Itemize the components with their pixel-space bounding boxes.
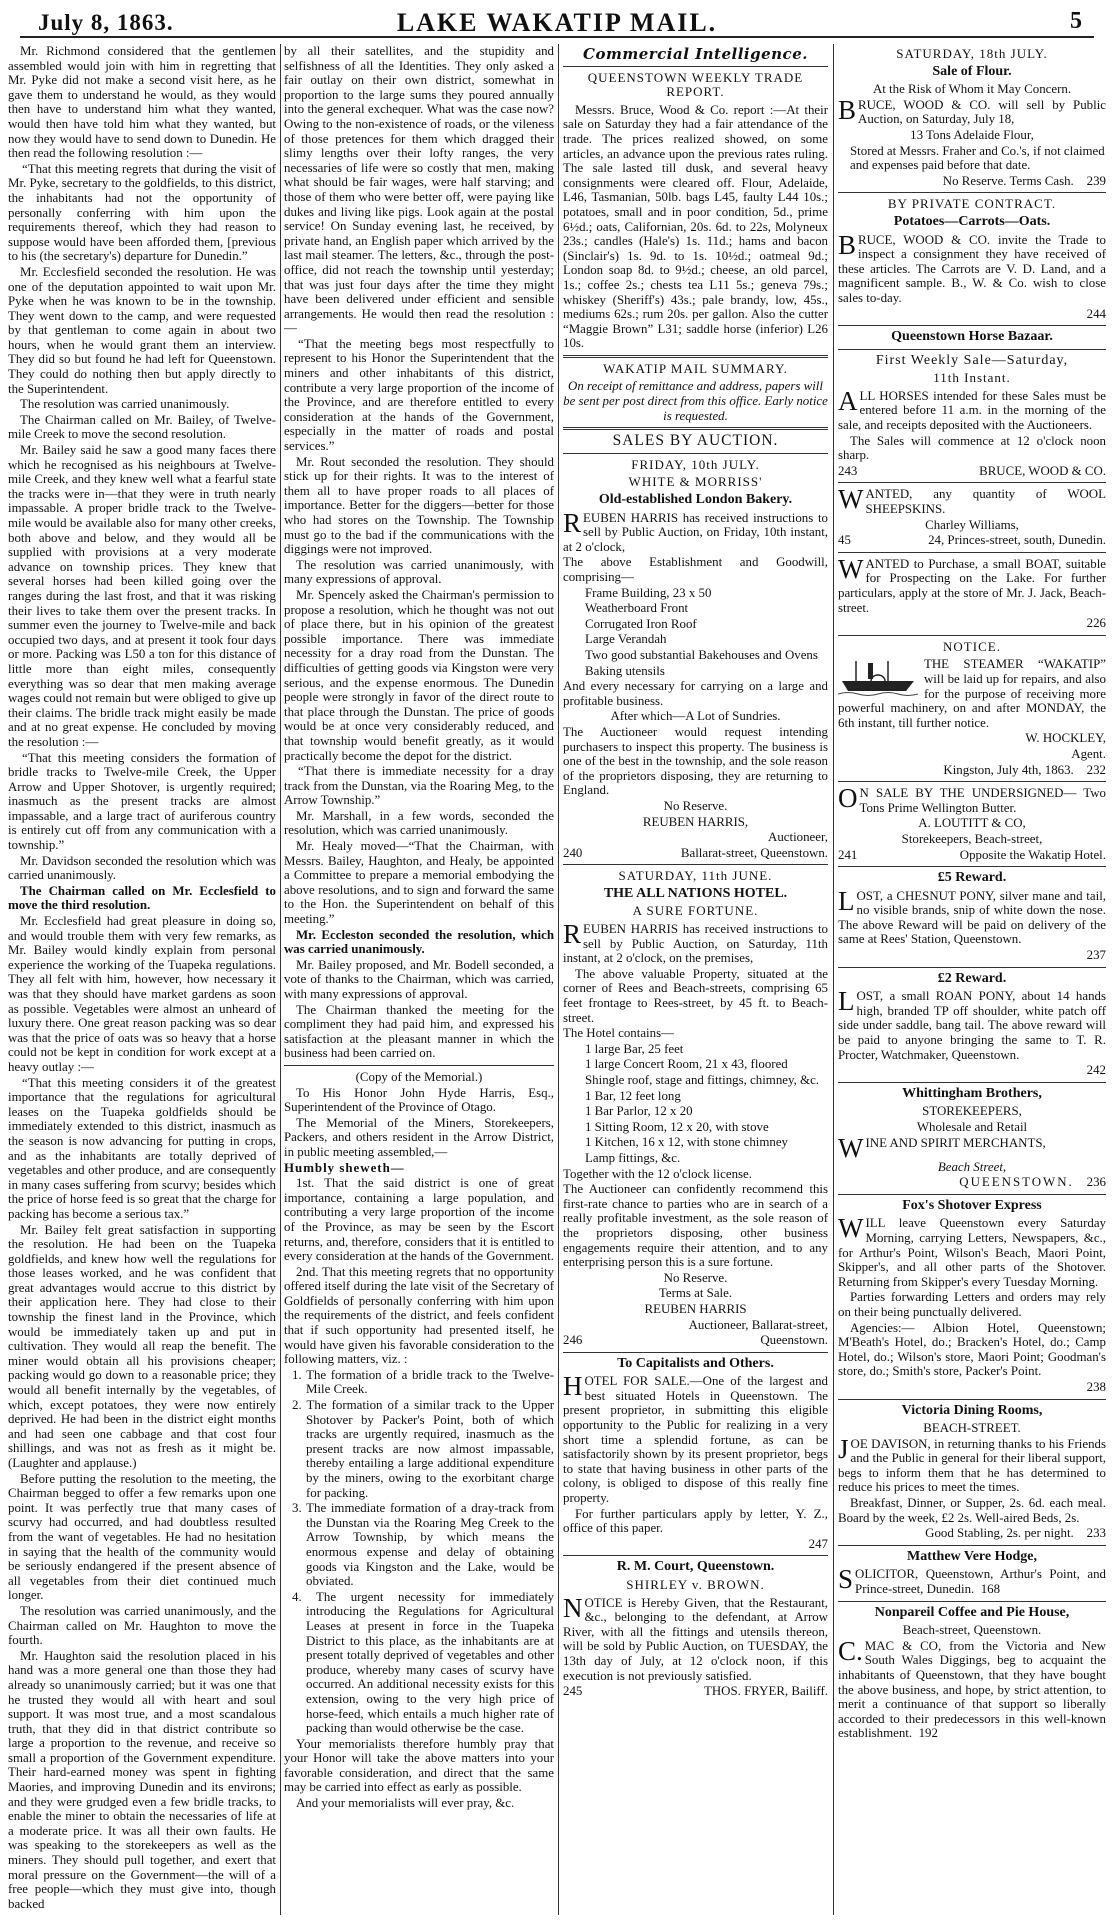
- agent-name: W. HOCKLEY,: [1025, 731, 1106, 746]
- bakery-item: Weatherboard Front: [585, 601, 689, 616]
- ad-text: Wholesale and Retail: [916, 1120, 1028, 1134]
- court-notice: [563, 1592, 828, 1699]
- ad-number: 243: [838, 463, 858, 478]
- memorial-item: 1. The formation of a bridle track to the Twelve-Mile Creek.: [292, 1367, 554, 1397]
- ad-text: OLICITOR, Queenstown, Arthur's Point, and Prince-street, Dunedin.: [855, 1567, 1106, 1597]
- memorial-final: And your memorialists will ever pray, &c.: [296, 1796, 515, 1811]
- drop-cap: L: [838, 986, 855, 1017]
- firm-trade: Storekeepers, Beach-street,: [901, 831, 1043, 846]
- drop-cap: W: [838, 553, 864, 584]
- ad-text: INE AND SPIRIT MERCHANTS,: [865, 1135, 1046, 1150]
- resolution-quote: “That this meeting considers the formation of bridle tracks to Twelve-mile Creek, the Upper Arrow and Upper Shotover, is urgently required; inasmuch as the present tracks are almost impassable, and a large tract of auriferous country is entirely cut off from any communication with a township.”: [8, 750, 276, 853]
- bakery-item: Frame Building, 23 x 50: [585, 585, 712, 600]
- ad-number: 239: [1086, 173, 1106, 188]
- steamer-icon: [838, 659, 918, 699]
- divider: [563, 453, 828, 454]
- resolution-quote: “That the meeting begs most respectfully to represent to his Honor the Superintendent that the miners and other inhabitants of this district, contribute a very large proportion of the income of the Province, and are therefore entitled to every consideration at the hands of the Government, especially in the matter of roads and postal services.”: [284, 336, 554, 454]
- notice-date: Kingston, July 4th, 1863.: [943, 762, 1074, 777]
- whittingham-heading: Whittingham Brothers,: [902, 1085, 1042, 1101]
- horses-ad: [838, 385, 1106, 479]
- ad-text: STOREKEEPERS,: [922, 1104, 1022, 1119]
- paragraph: Mr. Eccleston seconded the resolution, which was carried unanimously.: [284, 927, 554, 957]
- resolution-quote: “That there is immediate necessity for a dray track from the Dunstan, via the Roaring Meg, to the Arrow Township.”: [284, 764, 554, 808]
- case-name: SHIRLEY v. BROWN.: [626, 1577, 765, 1592]
- ad-text: Agencies:— Albion Hotel, Queenstown; M'Beath's Hotel, do.; Bracken's Hotel, do.; Camp Hotel, do.; Wilson's store, Maori Point; Goodman's store, do.; Smith's store, Packer's Point.: [838, 1320, 1106, 1379]
- ad-text: MAC & CO, from the Victoria and New South Wales Diggings, beg to acquaint the inhabitants of Queenstown, that they have bought the above business, and hope, by strict attention, to merit a continuance of that support so liberally accorded to their predecessors in this well-known establishment.: [838, 1638, 1106, 1741]
- ad-text: And every necessary for carrying on a large and profitable business.: [563, 679, 828, 708]
- hotel-for-sale-ad: [563, 1371, 828, 1551]
- court-heading: R. M. Court, Queenstown.: [616, 1559, 775, 1575]
- hotel-item: 1 Bar Parlor, 12 x 20: [585, 1104, 693, 1119]
- divider: [563, 1352, 828, 1353]
- nonpareil-heading: Nonpareil Coffee and Pie House,: [874, 1604, 1070, 1620]
- ad-number: 232: [1086, 762, 1106, 777]
- ad-number: 247: [808, 1536, 828, 1551]
- drop-cap: O: [838, 783, 858, 814]
- ad-number: 240: [563, 845, 583, 860]
- victoria-heading: Victoria Dining Rooms,: [901, 1402, 1043, 1418]
- hotel-subheading: A SURE FORTUNE.: [632, 903, 759, 919]
- hotel-item: 1 large Bar, 25 feet: [585, 1041, 684, 1056]
- page-number: 5: [1070, 8, 1082, 34]
- paragraph: The resolution was carried unanimously.: [20, 397, 230, 412]
- divider: [284, 1065, 554, 1066]
- wool-wanted-ad: [838, 484, 1106, 548]
- drop-cap: J: [838, 1433, 849, 1464]
- memorial-heading: (Copy of the Memorial.): [355, 1069, 483, 1084]
- firm-name: A. LOUTITT & CO,: [918, 816, 1026, 831]
- ad-text: Beach Street,: [937, 1159, 1007, 1174]
- drop-cap: R: [563, 507, 582, 538]
- divider: [838, 967, 1106, 968]
- horse-bazaar-heading: Queenstown Horse Bazaar.: [891, 329, 1053, 345]
- ad-number: 168: [980, 1582, 1001, 1597]
- drop-cap: H: [563, 1371, 583, 1402]
- ad-text: ANTED, any quantity of WOOL SHEEPSKINS.: [865, 487, 1106, 517]
- column-rule: [558, 44, 559, 1915]
- paragraph: Mr. Marshall, in a few words, seconded the resolution, which was carried unanimously.: [284, 808, 554, 838]
- fox-express-ad: [838, 1213, 1106, 1394]
- ad-text: QUEENSTOWN.: [959, 1175, 1074, 1190]
- trade-report-heading: QUEENSTOWN WEEKLY TRADE REPORT.: [587, 69, 804, 100]
- hotel-item: 1 Sitting Room, 12 x 20, with stove: [585, 1119, 769, 1134]
- lost-pony-ad: [838, 885, 1106, 963]
- divider: [563, 1555, 828, 1556]
- memorial-item: 3. The immediate formation of a dray-track from the Dunstan via the Roaring Meg Creek to the Arrow Township, by which means the enormous expense and delay of obtaining goods via Kingston and the Lake, would be obviated.: [292, 1501, 554, 1589]
- wine-merchants-ad: [838, 1104, 1106, 1189]
- divider: [838, 482, 1106, 483]
- dining-rooms-ad: [838, 1433, 1106, 1541]
- hotel-item: Lamp fittings, &c.: [585, 1150, 681, 1165]
- paragraph: Mr. Ecclesfield had great pleasure in doing so, and would trouble them with very few remarks, as Mr. Bailey would kindly explain from personal experience the working of the Tuapeka regulations. They all felt with him, however, how necessary it was that they should have market gardens as soon as possible. Vegetables were almost an unheard of luxury there. One great reason packing was so dear was that the price of oats was so heavy that a horse could not be kept in condition for work except at a heavy outlay :—: [8, 914, 276, 1074]
- divider: [563, 66, 828, 67]
- divider: [838, 1601, 1106, 1602]
- memorial-from: The Memorial of the Miners, Storekeepers, Packers, and others resident in the Arrow District, in public meeting assembled,—: [284, 1115, 554, 1159]
- ad-text: No Reserve.: [663, 1270, 728, 1285]
- drop-cap: W: [838, 1213, 864, 1244]
- ad-text: OST, a CHESNUT PONY, silver mane and tail, no visible brands, snip of white down the nose. The above Reward will be paid on delivery of the same at Rees' Station, Queenstown.: [838, 888, 1106, 947]
- bakery-item: Corrugated Iron Roof: [585, 616, 697, 631]
- auction-date: FRIDAY, 10th JULY.: [631, 456, 760, 472]
- bailiff-name: THOS. FRYER, Bailiff.: [703, 1684, 828, 1699]
- paragraph: The Chairman called on Mr. Ecclesfield to move the third resolution.: [8, 883, 276, 913]
- ad-number: 246: [563, 1333, 583, 1348]
- hotel-heading: THE ALL NATIONS HOTEL.: [603, 885, 788, 901]
- auctioneer-town: Queenstown.: [760, 1333, 828, 1348]
- ad-number: 238: [1086, 1379, 1106, 1394]
- paragraph: Mr. Ecclesfield seconded the resolution. He was one of the deputation appointed to wait upon Mr. Pyke when he was known to be in the township. They went down to the camp, and were requested by that gentleman to come again in about two hours, when he would grant them an interview. They did so but found he had left for Queenstown. They could do nothing then but apply directly to the Superintendent.: [8, 264, 276, 396]
- ad-text: Terms at Sale.: [658, 1286, 733, 1301]
- paragraph: The Chairman called on Mr. Bailey, of Twelve-mile Creek to move the second resolution.: [8, 412, 276, 442]
- ad-number: 45: [838, 533, 851, 548]
- firm-address: Opposite the Wakatip Hotel.: [959, 847, 1106, 862]
- bakery-heading: Old-established London Bakery.: [598, 492, 793, 508]
- ad-text: No Reserve. Terms Cash.: [942, 173, 1074, 188]
- ad-text: Breakfast, Dinner, or Supper, 2s. 6d. each meal. Board by the week, £2 2s. Well-aired Beds, 2s.: [838, 1496, 1106, 1525]
- memorial-item: 4. The urgent necessity for immediately introducing the Regulations for Agricultural Leases at present in force in the Tuapeka District to this place, as the inhabitants are at present totally deprived of vegetables and other produce, whereby many cases of scurvy have occurred. An additional necessity exists for this extension, owing to the very high price of horse-feed, which entails a much higher rate of packing than would otherwise be the case.: [292, 1589, 554, 1736]
- trade-report-body: Messrs. Bruce, Wood & Co. report :—At their sale on Saturday they had a fair attendance of the trade. The prices realized showed, on some articles, an advance upon the previous rates ruling. The sale lasted till dusk, and several heavy consignments were cleared off. Flour, Adelaide, L46, Tasmanian, 50lb. bags L45, faulty L44 10s.; potatoes, small and in poor condition, 5d., prime 6½d.; oats, Californian, 20s. 6d. to 22s, Molyneux 23s.; candles (Hale's) 1s. 11d.; hams and bacon (Sinclair's) 1s. 9d. to 1s. 10½d.; oatmeal 9d.; London soap 8d. to 9½d.; cheese, an old parcel, 1s.; coffee 2s.; chests tea L11 5s.; geneva 79s.; whiskey (Sheriff's) 43s.; pale brandy, low, 45s., mediums 62s.; rum 20s. per gallon. Also the cutter “Maggie Brown” L31; saddle horse (inferior) L26 10s.: [563, 102, 828, 351]
- ad-text: For further particulars apply by letter, Y. Z., office of this paper.: [563, 1506, 828, 1536]
- resolution-quote: “That this meeting considers it of the greatest importance that the regulations for agricultural leases on the Tuapeka goldfields should be immediately extended to this district, inasmuch as the season is now advancing for putting in crops, and as the inhabitants are totally deprived of vegetables and other produce, and are consequently in many cases suffering from scurvy; besides which the price of horse feed is so great that the charge for packing has become a serious tax.”: [8, 1075, 276, 1221]
- column-3-commercial: [563, 44, 828, 1915]
- ad-text: OST, a small ROAN PONY, about 14 hands high, branded TP off shoulder, white patch off side under saddle, bang tail. The above reward will be paid to anyone bringing the same to T. R. Procter, Watchmaker, Queenstown.: [838, 989, 1106, 1062]
- ad-text: Beach-street, Queenstown.: [902, 1623, 1042, 1638]
- ad-number: 236: [1086, 1175, 1106, 1190]
- auction-date: SATURDAY, 11th JUNE.: [618, 868, 773, 884]
- divider: [838, 552, 1106, 553]
- ad-text: OTEL FOR SALE.—One of the largest and best situated Hotels in Queenstown. The present proprietor, in submitting this eligible opportunity to the Public for realizing in a very short time a splendid fortune, as can be satisfactorily shown by its present proprietor, begs to state that having business in other parts of the colony, is obliged to dispose of this really fine property.: [563, 1374, 828, 1506]
- paragraph: The resolution was carried unanimously, with many expressions of approval.: [284, 557, 554, 587]
- hotel-ad: [563, 919, 828, 1348]
- paragraph: by all their satellites, and the stupidity and selfishness of all the Identities. They only asked a fair outlay on their own district, somewhat in proportion to the large sums they poured annually into the general exchequer. What was the case now? Owing to the non-existence of roads, or the vileness of those pretences for them which dragged their slimy lengths over their lofty ranges, the very necessaries of life were so costly that men, making what should be fair wages, were half starving; and those of them who were better off, were paying like dukes and living like pigs. Look again at the postal service! On Sunday evening last, he received, by private hand, an English paper which arrived by the last mail steamer. The letters, &c., through the post-office, did not reach the township until yesterday; that was just four days after the time they might have been delivered under efficient and sensible arrangements. He would then read the resolution :—: [284, 44, 554, 336]
- capitalists-heading: To Capitalists and Others.: [617, 1355, 774, 1371]
- divider: [838, 1194, 1106, 1195]
- auctioneer-role: Auctioneer,: [768, 830, 828, 845]
- flour-ad: [838, 94, 1106, 189]
- drop-cap: W: [838, 484, 864, 515]
- humbly-sheweth: Humbly sheweth—: [284, 1160, 405, 1175]
- divider: [838, 349, 1106, 350]
- column-rule: [280, 44, 281, 1915]
- drop-cap: W: [838, 1132, 864, 1163]
- divider: [838, 781, 1106, 782]
- advertiser-name: Charley Williams,: [925, 517, 1019, 532]
- advertiser-address: 24, Princes-street, south, Dunedin.: [928, 533, 1106, 548]
- ad-number: 226: [1086, 616, 1106, 631]
- ad-text: OE DAVISON, in returning thanks to his Friends and the Public in general for their liberal support, begs to inform them that he has determined to reduce his prices to meet the times.: [838, 1436, 1106, 1495]
- memorial-first: 1st. That the said district is one of great importance, containing a large population, and contributing a very large proportion of the income of the Province, as may be seen by the Escort returns, and, therefore, considers that it is entitled to every consideration at the hands of the Government.: [284, 1176, 554, 1264]
- ad-text: The Auctioneer would request intending purchasers to inspect this property. The business is one of the best in the township, and the sole reason of the proprietors disposing, they are returning to England.: [563, 724, 828, 798]
- ad-text: After which—A Lot of Sundries.: [610, 709, 781, 724]
- bakery-item: Large Verandah: [585, 632, 667, 647]
- ad-text: THE STEAMER “WAKATIP” will be laid up for repairs, and also for the purpose of receiving more powerful machinery, on and after MONDAY, the 6th instant, till further notice.: [838, 657, 1106, 730]
- ad-text: ANTED to Purchase, a small BOAT, suitable for Prospecting on the Lake. For further particulars, apply at the store of Mr. J. Jack, Beach-street.: [838, 556, 1106, 615]
- ad-text: Parties forwarding Letters and orders may rely on their being punctually delivered.: [838, 1290, 1106, 1319]
- summary-heading: WAKATIP MAIL SUMMARY.: [603, 360, 788, 376]
- divider: [838, 866, 1106, 867]
- divider: [838, 1082, 1106, 1083]
- divider: [563, 427, 828, 430]
- memorial-item: 2. The formation of a similar track to the Upper Shotover by Packer's Point, both of which tracks are urgently required, inasmuch as the present tracks are now almost impassable, thereby entailing a large additional expenditure by the miners, owing to the exorbitant charge for packing.: [292, 1398, 554, 1500]
- divider: [563, 864, 828, 865]
- divider: [838, 192, 1106, 193]
- weekly-sale-date: 11th Instant.: [933, 370, 1011, 386]
- hotel-item: Shingle roof, stage and fittings, chimney, &c.: [585, 1073, 820, 1087]
- ad-number: 192: [918, 1726, 938, 1741]
- paragraph: Mr. Bailey proposed, and Mr. Bodell seconded, a vote of thanks to the Chairman, which was carried, with many expressions of approval.: [284, 957, 554, 1001]
- ad-text: LL HORSES intended for these Sales must be entered before 11 a.m. in the morning of the sale, and receipts deposited with the Auctioneers.: [838, 388, 1106, 433]
- ad-text: Good Stabling, 2s. per night.: [925, 1526, 1074, 1541]
- column-rule: [833, 44, 834, 1915]
- paragraph: Mr. Rout seconded the resolution. They should stick up for their rights. It was to the interest of them all to have proper roads to all places of importance. Better for the diggers—better for those who had stores on the Township. The Township must go to the bad if the communications with the diggings were not improved.: [284, 454, 554, 557]
- auctioneer-address: Auctioneer, Ballarat-street,: [688, 1317, 828, 1332]
- bakery-ad: [563, 507, 828, 861]
- auctioneer-name: REUBEN HARRIS,: [642, 814, 749, 829]
- summary-body: On receipt of remittance and address, papers will be sent per post direct from this office. Early notice is requested.: [563, 379, 828, 423]
- hodge-heading: Matthew Vere Hodge,: [907, 1548, 1037, 1564]
- column-2-meeting-report: [284, 44, 554, 1915]
- drop-cap: R: [563, 919, 582, 950]
- divider: [838, 1399, 1106, 1400]
- resolution-quote: “That this meeting regrets that during the visit of Mr. Pyke, secretary to the goldfields, to this district, the inhabitants had not the opportunity of personally conferring with him upon the requirements thereof, which they had reason to suppose would have been afforded them, [previous to his (the secretary's) departure for Dunedin.”: [8, 161, 276, 264]
- column-4-advertisements: [838, 44, 1106, 1915]
- ad-text: RUCE, WOOD & CO. invite the Trade to inspect a consignment they have received of these articles. The Carrots are V. D. Land, and a magnificent sample. B., W. & Co. wish to close sales to-day.: [838, 232, 1106, 305]
- potatoes-heading: Potatoes—Carrots—Oats.: [893, 213, 1051, 229]
- newspaper-title: LAKE WAKATIP MAIL.: [396, 8, 718, 37]
- column-1-meeting-report: [8, 44, 276, 1915]
- paragraph: Mr. Bailey said he saw a good many faces there which he recognised as his neighbours at Twelve-mile Creek, and they knew well what a fearful state the tracks were in—that they were in truth nearly impassable. A proper bridle track to the Twelve-mile would be available also for many other creeks, both above and below, and they would all be supplied with provisions at a very moderate advance on township prices. They knew that several horses had been killed going over the ranges during the last frost, and that it was risking their lives to take them over the present tracks. In summer even the journey to Twelve-mile and back occupied two days, and at present it took four days or more. Packing was L50 a ton for this distance of little more than eight miles, consequently everything was so dear that men making average wages could not remain but were obliged to give up their claims. The bridle track might easily be made and at no great expense. He concluded by moving the resolution :—: [8, 443, 276, 749]
- drop-cap: B: [838, 94, 857, 125]
- paragraph: The resolution was carried unanimously, and the Chairman called on Mr. Haughton to move the fourth.: [8, 1603, 276, 1648]
- auctioneer-name: REUBEN HARRIS: [644, 1301, 747, 1316]
- solicitor-ad: [838, 1564, 1106, 1597]
- firm-name: BRUCE, WOOD & CO.: [979, 463, 1106, 478]
- steamer-notice: [838, 657, 1106, 777]
- lost-roan-pony-ad: [838, 986, 1106, 1078]
- paragraph: Mr. Davidson seconded the resolution which was carried unanimously.: [8, 853, 276, 883]
- ad-number: 245: [563, 1684, 583, 1699]
- drop-cap: C.: [838, 1635, 863, 1666]
- ad-text: N SALE BY THE UNDERSIGNED— Two Tons Prime Wellington Butter.: [859, 786, 1106, 815]
- sale-date: SATURDAY, 18th JULY.: [896, 46, 1048, 61]
- ad-number: 237: [1086, 948, 1106, 963]
- hotel-item: 1 large Concert Room, 21 x 43, floored: [585, 1057, 788, 1072]
- ad-number: 242: [1086, 1063, 1106, 1078]
- coffee-house-ad: [838, 1635, 1106, 1741]
- bakery-item: Two good substantial Bakehouses and Ovens: [585, 647, 818, 662]
- bakery-item: Baking utensils: [585, 663, 665, 678]
- ad-number: 241: [838, 847, 858, 862]
- ad-text: The above valuable Property, situated at the corner of Rees and Beach-streets, comprising 65 feet frontage to Rees-street, by 45 ft. to Beach-street.: [563, 966, 828, 1025]
- ad-text: The Hotel contains—: [563, 1026, 674, 1041]
- ad-text: No Reserve.: [663, 798, 728, 813]
- ad-text: ILL leave Queenstown every Saturday Morning, carrying Letters, Newspapers, &c., for Arthur's Point, Wilson's Beach, Maori Point, Skipper's, and all other parts of the Shotover. Returning from Skipper's every Tuesday Morning.: [838, 1216, 1106, 1289]
- ad-text: The Sales will commence at 12 o'clock noon sharp.: [838, 433, 1106, 463]
- ad-text: 13 Tons Adelaide Flour,: [910, 127, 1034, 142]
- auctioneer-address: Ballarat-street, Queenstown.: [680, 845, 828, 860]
- paragraph: Mr. Spencely asked the Chairman's permission to propose a resolution, which he thought was not out of place there, but in his opinion of the greatest possible importance. There was immediate necessity for a dray road from the Dunstan. The difficulties of getting goods via Kingston were very serious, and the expense enormous. The Dunedin people were strongly in favor of the direct route to that place through the Dunstan. The price of goods would be at once very considerably reduced, and that township would benefit greatly, as it would practically become the depot for the district.: [284, 587, 554, 763]
- ad-text: BEACH-STREET.: [923, 1421, 1021, 1436]
- reward-heading: £5 Reward.: [937, 870, 1007, 886]
- hotel-item: 1 Kitchen, 16 x 12, with stone chimney: [585, 1135, 788, 1150]
- reward-heading: £2 Reward.: [937, 970, 1007, 986]
- paragraph: Mr. Richmond considered that the gentlemen assembled would join with him in regretting that Mr. Pyke did not make a second visit here, as he gave them to understand he would, as they would then have to understand him what they wanted, would then have told him what they wanted, but now they would have to send down to Dunedin. He then read the following resolution :—: [8, 44, 276, 161]
- drop-cap: L: [838, 885, 855, 916]
- paragraph: Before putting the resolution to the meeting, the Chairman begged to offer a few remarks upon one point. It was perfectly true that many cases of scurvy had occurred, and had doubtless resulted from the want of vegetables. He had no hesitation in saying that the health of the community would be seriously endangered if the present absence of all vegetables from their diet continued much longer.: [8, 1471, 276, 1603]
- butter-ad: [838, 783, 1106, 862]
- private-contract-heading: BY PRIVATE CONTRACT.: [887, 196, 1057, 212]
- memorial-second: 2nd. That this meeting regrets that no opportunity offered itself during the late visit of the Secretary of Goldfields of personally conferring with him upon the requirements of the district, and feels confident that if such opportunity had presented itself, he would have given his favorable consideration to the following matters, viz. :: [284, 1264, 554, 1367]
- drop-cap: S: [838, 1564, 854, 1595]
- drop-cap: A: [838, 385, 858, 416]
- paragraph: The Chairman thanked the meeting for the compliment they had paid him, and expressed his satisfaction at the pleasant manner in which the business had been carried on.: [284, 1002, 554, 1061]
- divider: [838, 635, 1106, 636]
- potatoes-ad: [838, 229, 1106, 322]
- ad-text: Together with the 12 o'clock license.: [563, 1166, 752, 1181]
- ad-text: The Auctioneer can confidently recommend this first-rate chance to parties who are in search of a really profitable investment, as the sole reason of the proprietors disposing, other business engagements require their attention, and to any enterprising person this is a sure fortune.: [563, 1182, 828, 1270]
- ad-text: RUCE, WOOD & CO. will sell by Public Auction, on Saturday, July 18,: [858, 97, 1106, 127]
- drop-cap: B: [838, 229, 857, 260]
- divider: [563, 355, 828, 358]
- commercial-heading: Commercial Intelligence.: [583, 45, 808, 63]
- ad-text: EUBEN HARRIS has received instructions to sell by Public Auction, on Saturday, 11th instant, at 2 o'clock, on the premises,: [563, 922, 828, 966]
- paragraph: Mr. Healy moved—“That the Chairman, with Messrs. Bailey, Haughton, and Healy, be appointed a Committee to prepare a memorial embodying the above resolutions, and to sign and forward the same to the Hon. the Superintendent on behalf of this meeting.”: [284, 839, 554, 927]
- flour-heading: Sale of Flour.: [932, 63, 1012, 79]
- divider: [838, 1545, 1106, 1546]
- fox-express-heading: Fox's Shotover Express: [902, 1197, 1042, 1213]
- paragraph: Mr. Haughton said the resolution placed in his hand was a more general one than those they had already so unanimously carried; but it was one that he trusted they would all with heart and soul support. It was most true, and a most scandalous truth, that they did in that district contribute so large a proportion to the revenue, and receive so small a proportion of the Government expenditure. Their hard-earned money was spent in fighting Maories, and improving Dunedin and its environs; and they were grudged even a few bridle tracks, to enable the miner to obtain the necessaries of life at a moderate price. It was all their own faults. He was speaking to the storekeepers as well as the miners. They should pull together, and exert that moral pressure on the Government—the will of a free people—which they must give into, though backed: [8, 1648, 276, 1911]
- boat-wanted-ad: [838, 553, 1106, 631]
- ad-text: At the Risk of Whom it May Concern.: [872, 82, 1072, 97]
- drop-cap: N: [563, 1592, 583, 1623]
- ad-text: OTICE is Hereby Given, that the Restaurant, &c., belonging to the defendant, at Arrow River, with all the fittings and utensils thereon, will be sold by Public Auction, on TUESDAY, the 13th day of July, at 12 o'clock noon, if this execution is not previously satisfied.: [563, 1595, 828, 1683]
- notice-heading: NOTICE.: [943, 638, 1001, 654]
- sales-by-auction-heading: SALES BY AUCTION.: [612, 432, 779, 450]
- masthead: [20, 6, 1094, 38]
- ad-text: EUBEN HARRIS has received instructions to sell by Public Auction, on Friday, 10th instant, at 2 o'clock,: [563, 510, 828, 554]
- ad-number: 244: [1086, 306, 1106, 321]
- memorial-addressee: To His Honor John Hyde Harris, Esq., Superintendent of the Province of Otago.: [284, 1085, 554, 1115]
- ad-number: 233: [1086, 1526, 1106, 1541]
- agent-role: Agent.: [1071, 746, 1106, 761]
- ad-text: The above Establishment and Goodwill, comprising—: [563, 555, 828, 584]
- weekly-sale: First Weekly Sale—Saturday,: [875, 352, 1069, 368]
- divider: [838, 325, 1106, 326]
- ad-text: Stored at Messrs. Fraher and Co.'s, if not claimed and expenses paid before that date.: [850, 143, 1105, 173]
- hotel-item: 1 Bar, 12 feet long: [585, 1088, 681, 1103]
- memorial-prayer: Your memorialists therefore humbly pray that your Honor will take the above matters into your favorable consideration, and direct that the same may be carried into effect as early as possible.: [284, 1736, 554, 1795]
- auction-title: WHITE & MORRISS': [628, 474, 763, 490]
- paragraph: Mr. Bailey felt great satisfaction in supporting the resolution. He had been on the Tuapeka goldfields, and knew how well the regulations for those leases worked, and he was confident that great advantages would accrue to this district by their application here. They had close to their township the finest land in the Province, which would be immediately taken up and put in cultivation. They would all reap the benefit. The miner would obtain all his provisions cheaper; packing would go down to a reasonable price; they would all benefit internally by the vegetables, of which, except potatoes, they were now entirely deprived. He had been in the district eight months and had seen one cabbage and that cost four shillings, and was not as fresh as it might be. (Laughter and applause.): [8, 1222, 276, 1470]
- issue-date: July 8, 1863.: [38, 10, 174, 35]
